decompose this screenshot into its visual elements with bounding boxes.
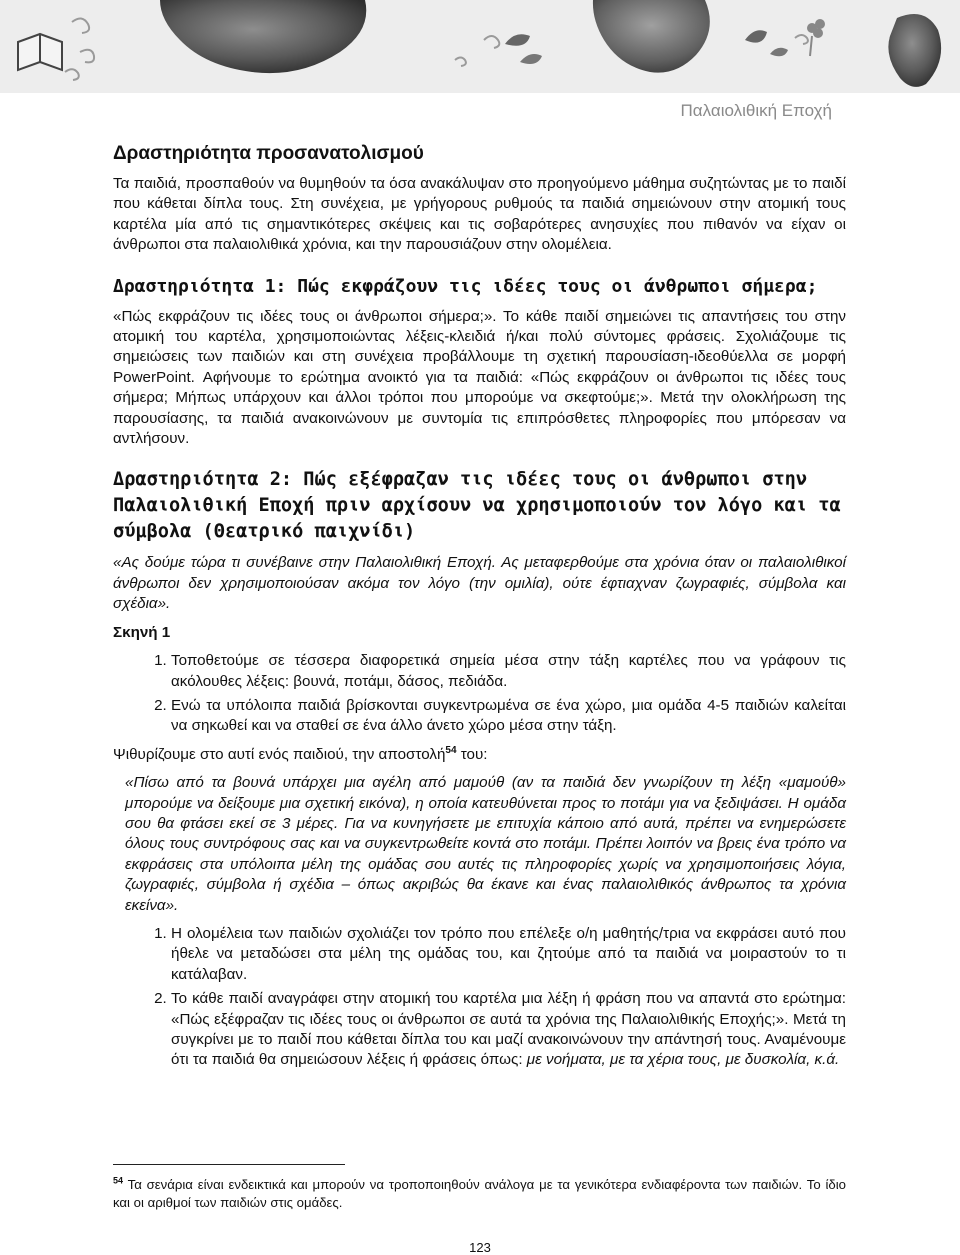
stone-tool-icon [160,0,366,73]
activity1-title: Δραστηριότητα 1: Πώς εκφράζουν τις ιδέες τους οι άνθρωποι σήμερα; [113,275,818,297]
orientation-title: Δραστηριότητα προσανατολισμού [113,143,424,164]
followup-examples: με νοήματα, με τα χέρια τους, με δυσκολία, κ.ά. [526,1051,840,1069]
page-number: 123 [469,1240,491,1255]
stone-tool-icon [888,14,941,87]
footnote-reference: 54 [445,744,457,756]
activity2-title: Δραστηριότητα 2: Πώς εξέφραζαν τις ιδέες τους οι άνθρωποι στην Παλαιολιθική Εποχή πριν αρχίσουν να χρησιμοποιούν τον λόγο και τα σύμβολα (Θεατρικό παιχνίδι) [113,469,841,543]
list-item: 1. Τοποθετούμε σε τέσσερα διαφορετικά σημεία μέσα στην τάξη καρτέλες που να γράφουν τις ακόλουθες λέξεις: βουνά, ποτάμι, δάσος, πεδιάδα. [171,651,846,692]
mission-quote: «Πίσω από τα βουνά υπάρχει μια αγέλη από μαμούθ (αν τα παιδιά δεν γνωρίζουν τη λέξη «μαμούθ» μπορούμε να δείξουμε μια σχετική εικόνα), η οποία κατευθύνεται προς το ποτάμι για να ξεδιψάσει. Η ομάδα σου θα φτάσει εκεί σε 3 μέρες. Για να κυνηγήσετε με επιτυχία κάποιο από αυτά, πρέπει να ενημερώσετε όλους τους συντρόφους σας και να συγκεντρωθείτε κοντά στο ποτάμι. Πρέπει λοιπόν να βρεις ένα τρόπο να εκφράσεις στα υπόλοιπα μέλη της ομάδας σου αυτές τις πληροφορίες χωρίς να χρησιμοποιήσεις λόγια, ζωγραφιές, σύμβολα ή σχέδια – όπως ακριβώς θα έκανε και ένας παλαιολιθικός άνθρωπος τα χρόνια εκείνα». [125,774,846,914]
whisper-line [113,745,846,765]
document-body [113,142,846,1071]
footnote [113,1176,846,1212]
scene-steps-list [113,651,846,737]
scene-label: Σκηνή 1 [113,623,171,641]
section-label: Παλαιολιθική Εποχή [680,101,832,120]
list-item: 2. Ενώ τα υπόλοιπα παιδιά βρίσκονται συγκεντρωμένα σε ένα χώρο, μια ομάδα 4-5 παιδιών καλείται να σηκωθεί και να σταθεί σε ένα άλλο άνετο χώρο μέσα στην τάξη. [171,696,846,737]
whisper-text-end: του: [456,745,488,763]
footnote-text: Τα σενάρια είναι ενδεικτικά και μπορούν να τροποποιηθούν ανάλογα με τα γενικότερα ενδιαφέροντα των παιδιών. Το ίδιο και οι αριθμοί των παιδιών στις ομάδες. [113,1177,846,1210]
activity2-intro: «Ας δούμε τώρα τι συνέβαινε στην Παλαιολιθική Εποχή. Ας μεταφερθούμε στα χρόνια όταν οι παλαιολιθικοί άνθρωποι δεν χρησιμοποιούσαν ακόμα τον λόγο (την ομιλία), ούτε έφτιαχναν ζωγραφιές, σύμβολα και σχέδια». [113,554,846,613]
orientation-text: Τα παιδιά, προσπαθούν να θυμηθούν τα όσα ανακάλυψαν στο προηγούμενο μάθημα συζητώντας με το παιδί που κάθεται δίπλα τους. Στη συνέχεια, με γρήγορους ρυθμούς τα παιδιά σημειώνουν στην ατομική τους καρτέλα μία από τις σημαντικότερες σκέψεις και τις σοβαρότερες ανησυχίες που πιθανόν να είχαν οι άνθρωποι στα παλαιολιθικά χρόνια, και την παρουσιάζουν στην ολομέλεια. [113,175,846,254]
list-item: 1. Η ολομέλεια των παιδιών σχολιάζει τον τρόπο που επέλεξε ο/η μαθητής/τρια να εκφράσει αυτό που ήθελε να μεταδώσει στα μέλη της ομάδας του, και ζητούμε από τα παιδιά να μοιραστούν το τι κατάλαβαν. [171,924,846,985]
decorative-banner [0,0,960,93]
activity1-text: «Πώς εκφράζουν τις ιδέες τους οι άνθρωποι σήμερα;». Το κάθε παιδί σημειώνει τις απαντήσεις του στην ατομική του καρτέλα, χρησιμοποιώντας λέξεις-κλειδιά ή/και πολύ σύντομες φράσεις. Σχολιάζουμε τις σημειώσεις των παιδιών και στη συνέχεια προβάλλουμε τη σχετική παρουσίαση-ιδεοθύελλα σε μορφή PowerPoint. Αφήνουμε το ερώτημα ανοικτό για τα παιδιά: «Πώς εκφράζουν οι άνθρωποι τις ιδέες τους σήμερα; Μήπως υπάρχουν και άλλοι τρόποι που μπορούμε να σκεφτούμε;». Μετά την ολοκλήρωση της παρουσίασης, τα παιδιά ανακοινώνουν με συντομία τις επιπρόσθετες πληροφορίες που μπόρεσαν να αντλήσουν. [113,307,846,448]
footnote-divider [113,1164,345,1165]
followup-list [113,924,846,1071]
flower-icon [807,19,825,56]
footnote-number: 54 [113,1175,124,1186]
open-book-icon [18,34,62,70]
whisper-text: Ψιθυρίζουμε στο αυτί ενός παιδιού, την αποστολή [113,745,446,763]
followup-text: Το κάθε παιδί αναγράφει στην ατομική του καρτέλα μια λέξη ή φράση που να απαντά στο ερώτημα: «Πώς εξέφραζαν τις ιδέες τους οι άνθρωποι σε αυτά τα χρόνια της Παλαιολιθικής Εποχής;». Μετά τη συγκρίνει με το παιδί που κάθεται δίπλα του και μαζί ανακοινώνουν την απάντησή τους. Αναμένουμε ότι τα παιδιά θα σημειώσουν λέξεις ή φράσεις όπως: [171,990,846,1069]
list-item [171,989,846,1071]
banner-artwork [0,0,960,93]
stone-tool-icon [593,0,710,73]
